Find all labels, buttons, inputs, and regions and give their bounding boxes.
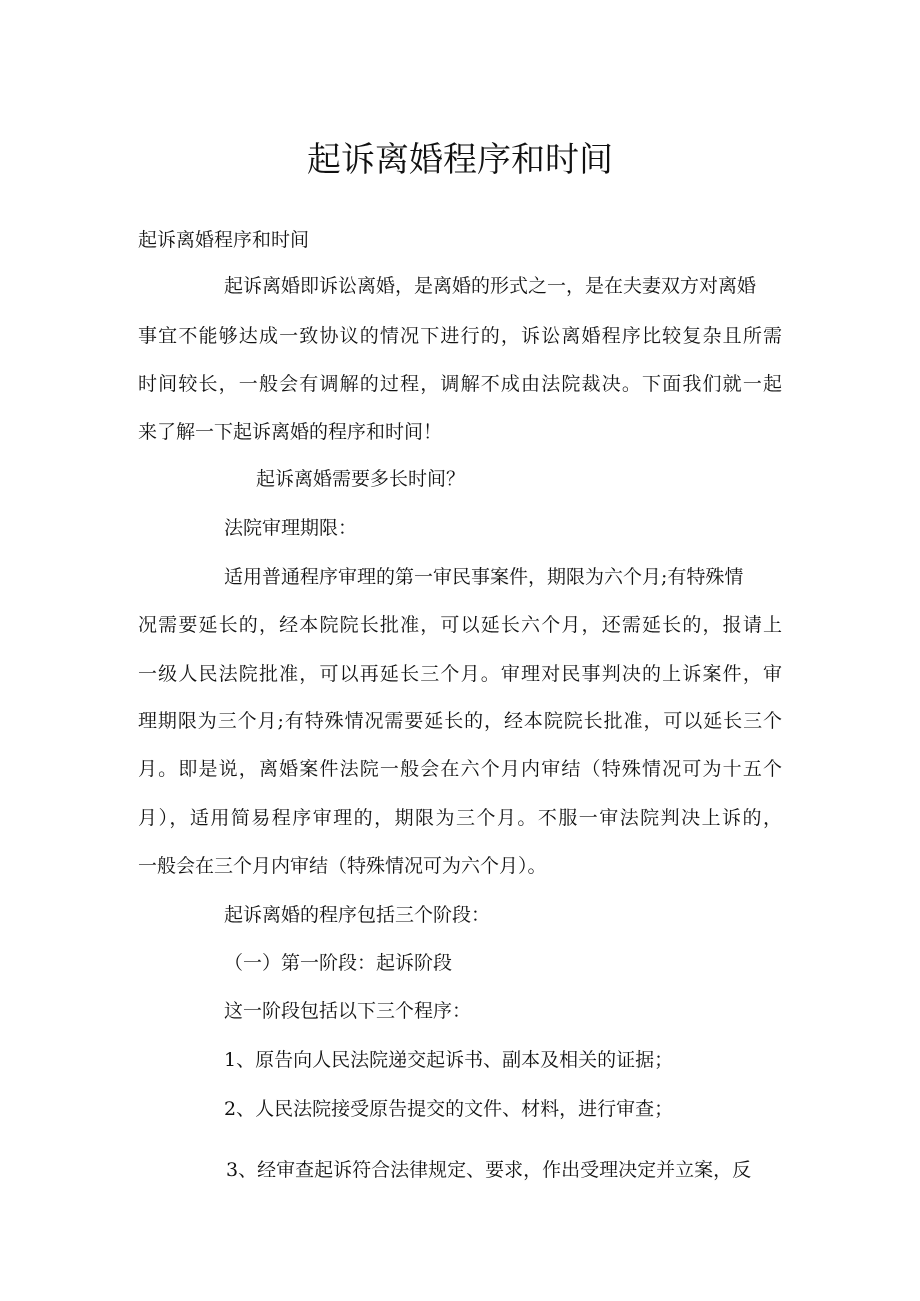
court-line-6: 月），适用简易程序审理的，期限为三个月。不服一审法院判决上诉的， — [138, 807, 782, 829]
document-subtitle: 起诉离婚程序和时间 — [138, 229, 310, 251]
document-title: 起诉离婚程序和时间 — [307, 140, 613, 180]
stage-one-heading: （一）第一阶段：起诉阶段 — [224, 952, 453, 974]
court-line-5: 月。即是说，离婚案件法院一般会在六个月内审结（特殊情况可为十五个 — [138, 758, 782, 780]
stages-heading: 起诉离婚的程序包括三个阶段： — [224, 904, 491, 926]
court-line-3: 一级人民法院批准，可以再延长三个月。审理对民事判决的上诉案件，审 — [138, 663, 782, 685]
intro-line-2: 事宜不能够达成一致协议的情况下进行的，诉讼离婚程序比较复杂且所需 — [138, 325, 782, 347]
court-line-7: 一般会在三个月内审结（特殊情况可为六个月）。 — [138, 855, 547, 877]
step-3: 3、经审查起诉符合法律规定、要求，作出受理决定并立案，反 — [226, 1159, 752, 1181]
question-heading: 起诉离婚需要多长时间？ — [256, 468, 466, 490]
intro-line-1: 起诉离婚即诉讼离婚，是离婚的形式之一，是在夫妻双方对离婚 — [224, 275, 757, 297]
intro-line-3: 时间较长，一般会有调解的过程，调解不成由法院裁决。下面我们就一起 — [138, 373, 782, 395]
court-heading: 法院审理期限： — [224, 517, 358, 539]
court-line-4: 理期限为三个月;有特殊情况需要延长的，经本院院长批准，可以延长三个 — [138, 710, 782, 732]
court-line-2: 况需要延长的，经本院院长批准，可以延长六个月，还需延长的，报请上 — [138, 614, 782, 636]
intro-line-4: 来了解一下起诉离婚的程序和时间！ — [138, 421, 443, 443]
step-2: 2、人民法院接受原告提交的文件、材料，进行审查； — [224, 1098, 674, 1120]
court-line-1: 适用普通程序审理的第一审民事案件，期限为六个月;有特殊情 — [224, 566, 744, 588]
stage-one-intro: 这一阶段包括以下三个程序： — [224, 1000, 472, 1022]
step-1: 1、原告向人民法院递交起诉书、副本及相关的证据； — [224, 1049, 674, 1071]
